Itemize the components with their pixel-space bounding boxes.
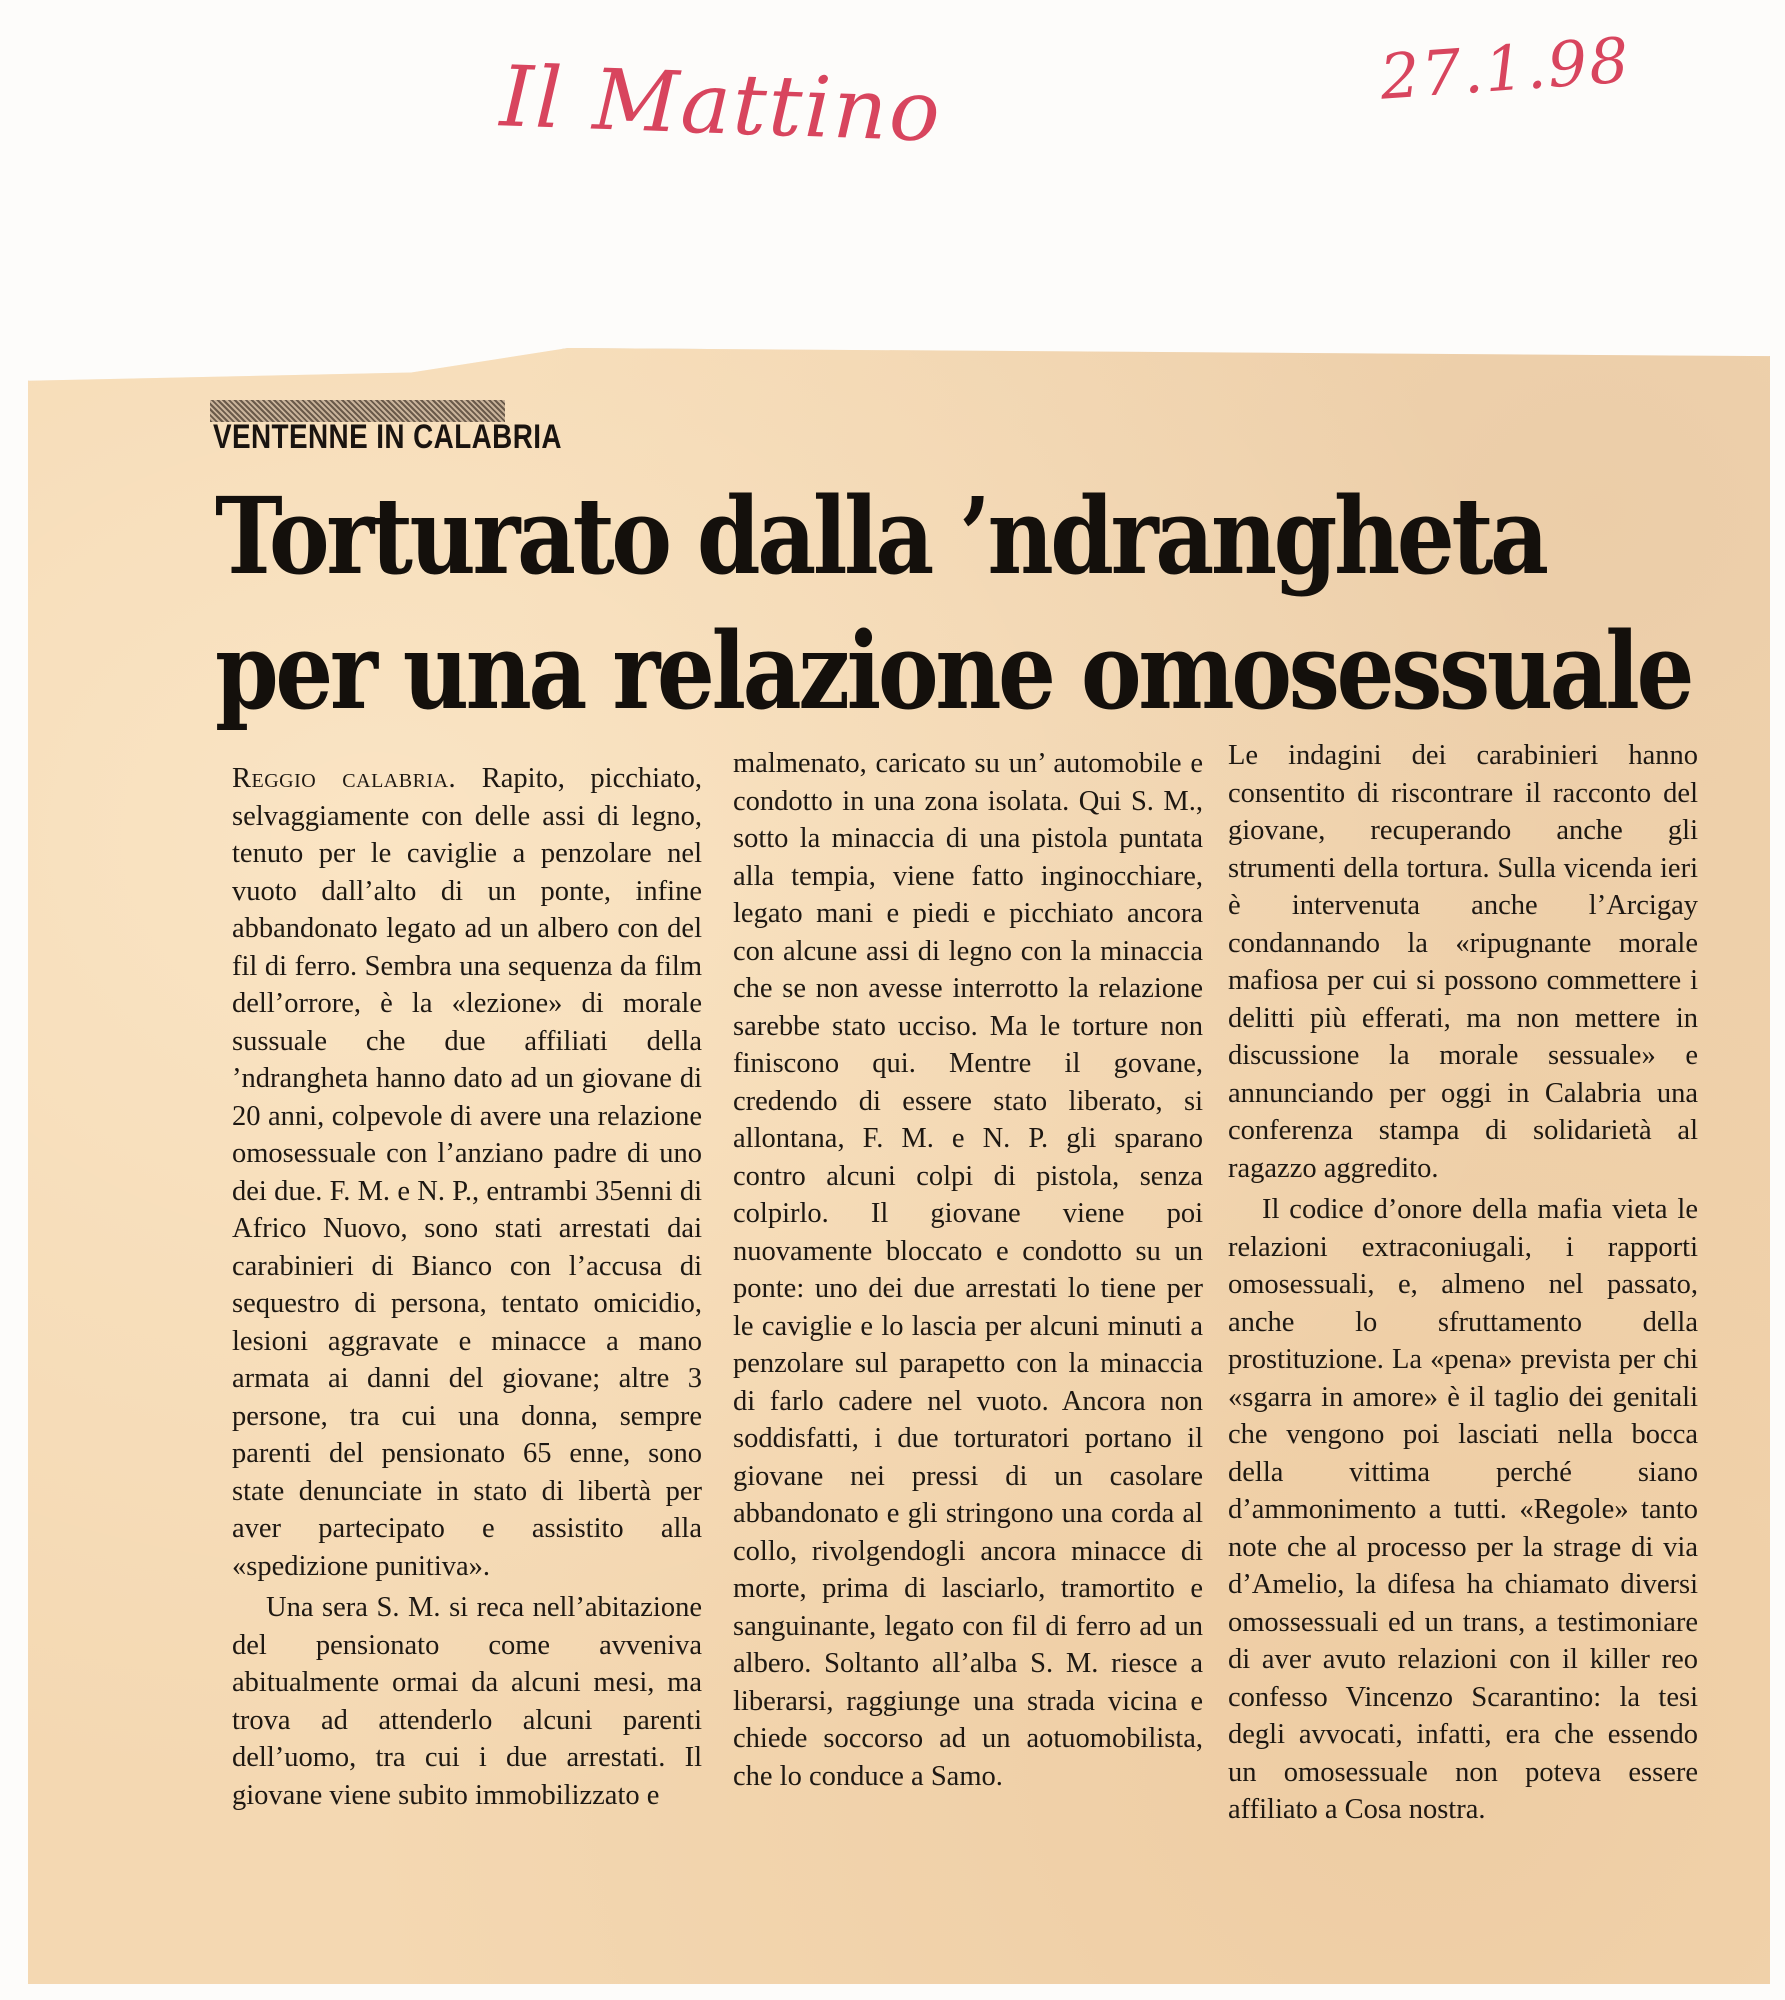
article-headline [215,468,1692,738]
article-dateline: Reggio calabria. [232,763,457,794]
article-kicker: VENTENNE IN CALABRIA [213,418,562,456]
paragraph: Una sera S. M. si reca nell’abitazione del pensionato come avveniva abitualmente ormai da alcuni mesi, ma trova ad attenderlo alcuni parenti dell’uomo, tra cui i due arrestati. Il giovane viene subito immobilizzato e [232,1592,702,1811]
headline-line-2: per una relazione omosessuale [215,608,1692,733]
headline-line-1: Torturato dalla ’ndrangheta [215,473,1546,598]
handwritten-source-note: Il Mattino [498,47,944,161]
paragraph [232,760,702,1585]
paragraph-text: Rapito, picchiato, selvaggiamente con delle assi di legno, tenuto per le caviglie a penzolare nel vuoto dall’alto di un ponte, infine abbandonato legato ad un albero con del fil di ferro. Sembra una sequenza da film dell’orrore, è la «lezione» di morale sussuale che due affiliati della ’ndrangheta hanno dato ad un giovane di 20 anni, colpevole di avere una relazione omosessuale con l’anziano padre di uno dei due. F. M. e N. P., entrambi 35enni di Africo Nuovo, sono stati arrestati dai carabinieri di Bianco con l’accusa di sequestro di persona, tentato omicidio, lesioni aggravate e minacce a mano armata ai danni del giovane; altre 3 persone, tra cui una donna, sempre parenti del pensionato 65 enne, sono state denunciate in stato di libertà per aver partecipato e assistito alla «spedizione punitiva». [232,763,703,1582]
paragraph: Il codice d’onore della mafia vieta le relazioni extraconiugali, i rapporti omosessuali, e, almeno nel passato, anche lo sfruttamento della prostituzione. La «pena» prevista per chi «sgarra in amore» è il taglio dei genitali che vengono poi lasciati nella bocca della vittima perché siano d’ammonimento a tutti. «Regole» tanto note che al processo per la strage di via d’Amelio, la difesa ha chiamato diversi omossessuali ed un trans, a testimoniare di aver avuto relazioni con il killer reo confesso Vincenzo Scarantino: la tesi degli avvocati, infatti, era che essendo un omosessuale non poteva essere affiliato a Cosa nostra. [1228,1194,1698,1825]
handwritten-date-note: 27.1.98 [1377,23,1633,114]
article-column-2 [733,745,1203,1795]
paragraph: Le indagini dei carabinieri hanno consentito di riscontrare il racconto del giovane, recuperando anche gli strumenti della tortura. Sulla vicenda ieri è intervenuta anche l’Arcigay condannando la «ripugnante morale mafiosa per cui si possono commettere i delitti più efferati, ma non mettere in discussione la morale sessuale» e annunciando per oggi in Calabria una conferenza stampa di solidarietà al ragazzo aggredito. [1228,740,1698,1184]
article-column-1 [232,760,702,1814]
paragraph: malmenato, caricato su un’ automobile e condotto in una zona isolata. Qui S. M., sotto la minaccia di una pistola puntata alla tempia, viene fatto inginocchiare, legato mani e piedi e picchiato ancora con alcune assi di legno con la minaccia che se non avesse interrotto la relazione sarebbe stato ucciso. Ma le torture non finiscono qui. Mentre il govane, credendo di essere stato liberato, si allontana, F. M. e N. P. gli sparano contro alcuni colpi di pistola, senza colpirlo. Il giovane viene poi nuovamente bloccato e condotto su un ponte: uno dei due arrestati lo tiene per le caviglie e lo lascia per alcuni minuti a penzolare sul parapetto con la minaccia di farlo cadere nel vuoto. Ancora non soddisfatti, i due torturatori portano il giovane nei pressi di un casolare abbandonato e gli stringono una corda al collo, rivolgendogli ancora minacce di morte, prima di lasciarlo, tramortito e sanguinante, legato con fil di ferro ad un albero. Soltanto all’alba S. M. riesce a liberarsi, raggiunge una strada vicina e chiede soccorso ad un aotuomobilista, che lo conduce a Samo. [733,748,1203,1792]
article-column-3 [1228,737,1698,1829]
